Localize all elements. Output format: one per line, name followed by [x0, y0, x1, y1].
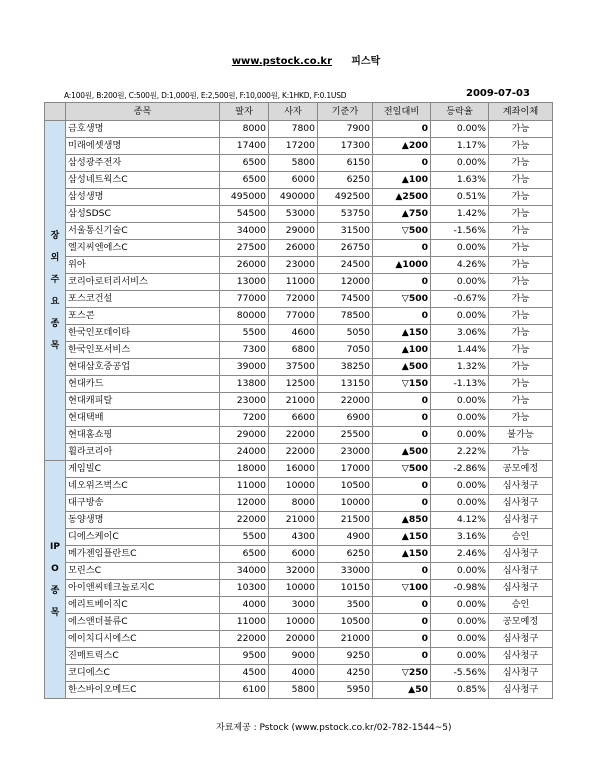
price-change: 0 — [373, 631, 431, 648]
table-row — [45, 240, 553, 257]
buy-price: 8000 — [269, 495, 318, 512]
change-rate: 1.42% — [431, 206, 489, 223]
sell-price: 27500 — [220, 240, 269, 257]
col-header-change: 전일대비 — [373, 103, 431, 121]
stock-name: 진매트릭스C — [66, 648, 220, 665]
site-url[interactable]: www.pstock.co.kr — [231, 56, 333, 67]
sell-price: 29000 — [220, 427, 269, 444]
change-rate: 0.00% — [431, 631, 489, 648]
buy-price: 6600 — [269, 410, 318, 427]
change-rate: 0.00% — [431, 121, 489, 138]
change-rate: 1.17% — [431, 138, 489, 155]
stock-name: 네오위즈벅스C — [66, 478, 220, 495]
sell-price: 495000 — [220, 189, 269, 206]
table-row — [45, 495, 553, 512]
base-price: 21500 — [318, 512, 373, 529]
buy-price: 21000 — [269, 512, 318, 529]
stock-name: 삼성광주전자 — [66, 155, 220, 172]
sell-price: 9500 — [220, 648, 269, 665]
buy-price: 26000 — [269, 240, 318, 257]
col-header-sell: 팔자 — [220, 103, 269, 121]
base-price: 7900 — [318, 121, 373, 138]
price-change: ▲150 — [373, 325, 431, 342]
price-change: 0 — [373, 274, 431, 291]
transfer-status: 가능 — [489, 240, 553, 257]
price-change: ▽100 — [373, 580, 431, 597]
table-row — [45, 155, 553, 172]
sell-price: 26000 — [220, 257, 269, 274]
base-price: 6900 — [318, 410, 373, 427]
price-change: 0 — [373, 648, 431, 665]
stock-name: 위아 — [66, 257, 220, 274]
stock-name: 삼성네트웍스C — [66, 172, 220, 189]
table-row — [45, 546, 553, 563]
transfer-status: 공모예정 — [489, 614, 553, 631]
stock-name: 현대택배 — [66, 410, 220, 427]
table-row — [45, 597, 553, 614]
sell-price: 12000 — [220, 495, 269, 512]
sell-price: 39000 — [220, 359, 269, 376]
table-row — [45, 121, 553, 138]
change-rate: 3.16% — [431, 529, 489, 546]
table-row — [45, 631, 553, 648]
price-change: ▲150 — [373, 546, 431, 563]
base-price: 10500 — [318, 478, 373, 495]
change-rate: 2.46% — [431, 546, 489, 563]
sell-price: 34000 — [220, 223, 269, 240]
base-price: 31500 — [318, 223, 373, 240]
sell-price: 80000 — [220, 308, 269, 325]
table-row — [45, 325, 553, 342]
buy-price: 72000 — [269, 291, 318, 308]
transfer-status: 공모예정 — [489, 461, 553, 478]
stock-name: 미래에셋생명 — [66, 138, 220, 155]
stock-table — [44, 102, 553, 699]
transfer-status: 가능 — [489, 291, 553, 308]
transfer-status: 가능 — [489, 121, 553, 138]
table-row — [45, 529, 553, 546]
base-price: 492500 — [318, 189, 373, 206]
sell-price: 17400 — [220, 138, 269, 155]
price-change: 0 — [373, 240, 431, 257]
base-price: 33000 — [318, 563, 373, 580]
change-rate: -1.13% — [431, 376, 489, 393]
buy-price: 3000 — [269, 597, 318, 614]
buy-price: 22000 — [269, 444, 318, 461]
base-price: 24500 — [318, 257, 373, 274]
sell-price: 18000 — [220, 461, 269, 478]
sell-price: 77000 — [220, 291, 269, 308]
base-price: 6150 — [318, 155, 373, 172]
transfer-status: 가능 — [489, 444, 553, 461]
buy-price: 6000 — [269, 546, 318, 563]
sell-price: 5500 — [220, 325, 269, 342]
table-row — [45, 223, 553, 240]
price-change: 0 — [373, 121, 431, 138]
change-rate: 0.00% — [431, 427, 489, 444]
change-rate: 0.00% — [431, 614, 489, 631]
sell-price: 10300 — [220, 580, 269, 597]
stock-name: 서울통신기술C — [66, 223, 220, 240]
stock-name: 휠라코리아 — [66, 444, 220, 461]
table-row — [45, 410, 553, 427]
section-label-ipo: IPO종목 — [45, 461, 66, 699]
buy-price: 17200 — [269, 138, 318, 155]
buy-price: 11000 — [269, 274, 318, 291]
stock-name: 에리트베이직C — [66, 597, 220, 614]
stock-name: 삼성SDSC — [66, 206, 220, 223]
change-rate: 0.00% — [431, 478, 489, 495]
buy-price: 53000 — [269, 206, 318, 223]
table-row — [45, 461, 553, 478]
stock-name: 아이앤씨테크놀로지C — [66, 580, 220, 597]
buy-price: 37500 — [269, 359, 318, 376]
sell-price: 22000 — [220, 512, 269, 529]
table-row — [45, 308, 553, 325]
change-rate: 0.00% — [431, 648, 489, 665]
transfer-status: 심사청구 — [489, 631, 553, 648]
sell-price: 54500 — [220, 206, 269, 223]
base-price: 10500 — [318, 614, 373, 631]
buy-price: 20000 — [269, 631, 318, 648]
buy-price: 32000 — [269, 563, 318, 580]
stock-name: 포스코건설 — [66, 291, 220, 308]
stock-name: 에이치디시에스C — [66, 631, 220, 648]
transfer-status: 가능 — [489, 257, 553, 274]
col-header-buy: 사자 — [269, 103, 318, 121]
report-date: 2009-07-03 — [466, 88, 530, 99]
price-change: ▲850 — [373, 512, 431, 529]
sell-price: 7300 — [220, 342, 269, 359]
change-rate: 0.85% — [431, 682, 489, 699]
transfer-status: 승인 — [489, 597, 553, 614]
stock-name: 메가젠임플란트C — [66, 546, 220, 563]
buy-price: 5800 — [269, 155, 318, 172]
table-row — [45, 274, 553, 291]
stock-name: 모린스C — [66, 563, 220, 580]
change-rate: 0.00% — [431, 393, 489, 410]
price-change: ▲500 — [373, 444, 431, 461]
base-price: 10000 — [318, 495, 373, 512]
table-row — [45, 580, 553, 597]
transfer-status: 가능 — [489, 342, 553, 359]
sell-price: 7200 — [220, 410, 269, 427]
footer-source: 자료제공 : Pstock (www.pstock.co.kr/02-782-1544~5) — [216, 723, 452, 733]
transfer-status: 심사청구 — [489, 563, 553, 580]
buy-price: 10000 — [269, 614, 318, 631]
base-price: 26750 — [318, 240, 373, 257]
table-row — [45, 393, 553, 410]
buy-price: 12500 — [269, 376, 318, 393]
change-rate: 0.51% — [431, 189, 489, 206]
sell-price: 11000 — [220, 478, 269, 495]
stock-name: 엘지씨엔에스C — [66, 240, 220, 257]
table-row — [45, 478, 553, 495]
transfer-status: 가능 — [489, 325, 553, 342]
sell-price: 13800 — [220, 376, 269, 393]
buy-price: 6000 — [269, 172, 318, 189]
price-change: ▲100 — [373, 172, 431, 189]
change-rate: 0.00% — [431, 563, 489, 580]
change-rate: 2.22% — [431, 444, 489, 461]
table-row — [45, 682, 553, 699]
base-price: 3500 — [318, 597, 373, 614]
price-change: 0 — [373, 614, 431, 631]
sell-price: 6100 — [220, 682, 269, 699]
stock-name: 현대홈쇼핑 — [66, 427, 220, 444]
price-change: ▲2500 — [373, 189, 431, 206]
change-rate: -1.56% — [431, 223, 489, 240]
price-change: ▲100 — [373, 342, 431, 359]
transfer-status: 가능 — [489, 206, 553, 223]
stock-name: 에스앤더블류C — [66, 614, 220, 631]
base-price: 22000 — [318, 393, 373, 410]
sell-price: 11000 — [220, 614, 269, 631]
buy-price: 9000 — [269, 648, 318, 665]
stock-name: 디에스케이C — [66, 529, 220, 546]
buy-price: 23000 — [269, 257, 318, 274]
stock-name: 대구방송 — [66, 495, 220, 512]
price-change: ▲50 — [373, 682, 431, 699]
buy-price: 22000 — [269, 427, 318, 444]
stock-name: 현대캐피탈 — [66, 393, 220, 410]
transfer-status: 심사청구 — [489, 682, 553, 699]
base-price: 5950 — [318, 682, 373, 699]
change-rate: -5.56% — [431, 665, 489, 682]
base-price: 7050 — [318, 342, 373, 359]
transfer-status: 가능 — [489, 155, 553, 172]
base-price: 10150 — [318, 580, 373, 597]
transfer-status: 가능 — [489, 359, 553, 376]
stock-name: 금호생명 — [66, 121, 220, 138]
col-header-name: 종목 — [66, 103, 220, 121]
base-price: 78500 — [318, 308, 373, 325]
price-change: 0 — [373, 410, 431, 427]
base-price: 13150 — [318, 376, 373, 393]
transfer-status: 가능 — [489, 308, 553, 325]
change-rate: 3.06% — [431, 325, 489, 342]
brand-name: 피스탁 — [351, 56, 381, 67]
base-price: 6250 — [318, 172, 373, 189]
sell-price: 24000 — [220, 444, 269, 461]
change-rate: 0.00% — [431, 495, 489, 512]
base-price: 17000 — [318, 461, 373, 478]
stock-name: 한국인포데이타 — [66, 325, 220, 342]
stock-name: 한국인포서비스 — [66, 342, 220, 359]
base-price: 4250 — [318, 665, 373, 682]
transfer-status: 가능 — [489, 274, 553, 291]
price-change: 0 — [373, 308, 431, 325]
transfer-status: 가능 — [489, 410, 553, 427]
sell-price: 4000 — [220, 597, 269, 614]
change-rate: 0.00% — [431, 308, 489, 325]
table-row — [45, 444, 553, 461]
base-price: 5050 — [318, 325, 373, 342]
change-rate: 4.12% — [431, 512, 489, 529]
stock-name: 동양생명 — [66, 512, 220, 529]
change-rate: 1.32% — [431, 359, 489, 376]
stock-name: 삼성생명 — [66, 189, 220, 206]
stock-name: 현대삼호중공업 — [66, 359, 220, 376]
transfer-status: 가능 — [489, 189, 553, 206]
buy-price: 7800 — [269, 121, 318, 138]
sell-price: 6500 — [220, 155, 269, 172]
base-price: 6250 — [318, 546, 373, 563]
buy-price: 29000 — [269, 223, 318, 240]
section-label-otc: 장외주요종목 — [45, 121, 66, 461]
sell-price: 8000 — [220, 121, 269, 138]
price-unit-legend: A:100원, B:200원, C:500원, D:1,000원, E:2,500원, F:10,000원, K:1HKD, F:0.1USD — [64, 91, 347, 100]
stock-name: 포스콘 — [66, 308, 220, 325]
price-change: ▲750 — [373, 206, 431, 223]
col-header-rate: 등락율 — [431, 103, 489, 121]
buy-price: 16000 — [269, 461, 318, 478]
transfer-status: 심사청구 — [489, 512, 553, 529]
change-rate: 0.00% — [431, 597, 489, 614]
price-change: ▲150 — [373, 529, 431, 546]
table-row — [45, 512, 553, 529]
buy-price: 6800 — [269, 342, 318, 359]
buy-price: 77000 — [269, 308, 318, 325]
change-rate: 0.00% — [431, 274, 489, 291]
price-change: 0 — [373, 155, 431, 172]
transfer-status: 가능 — [489, 138, 553, 155]
base-price: 4900 — [318, 529, 373, 546]
table-row — [45, 189, 553, 206]
page-header — [0, 52, 612, 67]
transfer-status: 심사청구 — [489, 665, 553, 682]
change-rate: 0.00% — [431, 410, 489, 427]
price-change: ▲200 — [373, 138, 431, 155]
base-price: 38250 — [318, 359, 373, 376]
price-change: 0 — [373, 563, 431, 580]
table-row — [45, 206, 553, 223]
base-price: 23000 — [318, 444, 373, 461]
change-rate: -0.67% — [431, 291, 489, 308]
change-rate: 1.44% — [431, 342, 489, 359]
transfer-status: 심사청구 — [489, 478, 553, 495]
sell-price: 34000 — [220, 563, 269, 580]
table-header-row — [45, 103, 553, 121]
transfer-status: 가능 — [489, 223, 553, 240]
buy-price: 4000 — [269, 665, 318, 682]
stock-name: 코디에스C — [66, 665, 220, 682]
table-row — [45, 427, 553, 444]
base-price: 17300 — [318, 138, 373, 155]
sell-price: 4500 — [220, 665, 269, 682]
transfer-status: 불가능 — [489, 427, 553, 444]
stock-name: 현대카드 — [66, 376, 220, 393]
transfer-status: 가능 — [489, 376, 553, 393]
table-row — [45, 359, 553, 376]
col-header-transfer: 계좌이체 — [489, 103, 553, 121]
buy-price: 490000 — [269, 189, 318, 206]
price-change: ▽500 — [373, 223, 431, 240]
price-change: ▽250 — [373, 665, 431, 682]
price-change: ▽500 — [373, 461, 431, 478]
change-rate: -2.86% — [431, 461, 489, 478]
price-change: ▲500 — [373, 359, 431, 376]
buy-price: 5800 — [269, 682, 318, 699]
price-change: 0 — [373, 427, 431, 444]
base-price: 12000 — [318, 274, 373, 291]
base-price: 25500 — [318, 427, 373, 444]
transfer-status: 심사청구 — [489, 580, 553, 597]
buy-price: 4300 — [269, 529, 318, 546]
change-rate: 1.63% — [431, 172, 489, 189]
base-price: 74500 — [318, 291, 373, 308]
transfer-status: 가능 — [489, 172, 553, 189]
base-price: 9250 — [318, 648, 373, 665]
buy-price: 10000 — [269, 580, 318, 597]
transfer-status: 가능 — [489, 393, 553, 410]
col-header-base: 기준가 — [318, 103, 373, 121]
header-blank — [45, 103, 66, 121]
table-row — [45, 376, 553, 393]
sell-price: 22000 — [220, 631, 269, 648]
table-row — [45, 648, 553, 665]
table-row — [45, 257, 553, 274]
transfer-status: 심사청구 — [489, 648, 553, 665]
stock-name: 코리아로터리서비스 — [66, 274, 220, 291]
table-row — [45, 563, 553, 580]
buy-price: 10000 — [269, 478, 318, 495]
table-row — [45, 172, 553, 189]
table-row — [45, 291, 553, 308]
stock-name: 게임빌C — [66, 461, 220, 478]
sell-price: 13000 — [220, 274, 269, 291]
sell-price: 6500 — [220, 172, 269, 189]
transfer-status: 승인 — [489, 529, 553, 546]
price-change: 0 — [373, 495, 431, 512]
price-change: 0 — [373, 478, 431, 495]
change-rate: 0.00% — [431, 240, 489, 257]
buy-price: 21000 — [269, 393, 318, 410]
base-price: 53750 — [318, 206, 373, 223]
base-price: 21000 — [318, 631, 373, 648]
change-rate: 0.00% — [431, 155, 489, 172]
table-row — [45, 342, 553, 359]
table-row — [45, 665, 553, 682]
sell-price: 23000 — [220, 393, 269, 410]
buy-price: 4600 — [269, 325, 318, 342]
change-rate: -0.98% — [431, 580, 489, 597]
table-row — [45, 614, 553, 631]
transfer-status: 심사청구 — [489, 495, 553, 512]
price-change: 0 — [373, 597, 431, 614]
price-change: ▽150 — [373, 376, 431, 393]
sell-price: 5500 — [220, 529, 269, 546]
stock-name: 한스바이오메드C — [66, 682, 220, 699]
price-change: 0 — [373, 393, 431, 410]
change-rate: 4.26% — [431, 257, 489, 274]
table-row — [45, 138, 553, 155]
price-change: ▽500 — [373, 291, 431, 308]
sell-price: 6500 — [220, 546, 269, 563]
transfer-status: 심사청구 — [489, 546, 553, 563]
price-change: ▲1000 — [373, 257, 431, 274]
